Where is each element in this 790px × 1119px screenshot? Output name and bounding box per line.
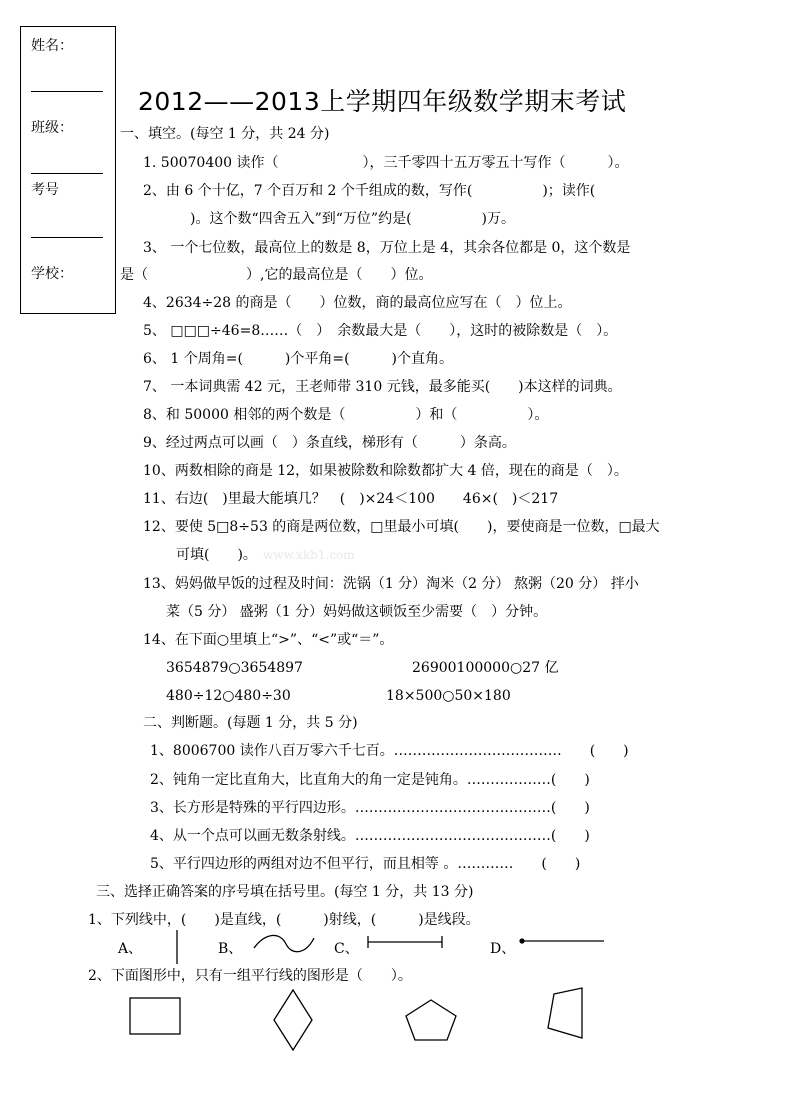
question-1-10: 10、两数相除的商是 12，如果被除数和除数都扩大 4 倍，现在的商是（ ）。 xyxy=(143,463,628,479)
curve-figure xyxy=(252,934,316,954)
name-blank-line xyxy=(31,91,103,92)
judge-item-4: 4、从一个点可以画无数条射线。……………………………………( ) xyxy=(150,828,590,844)
question-1-12-cont-text: 可填( )。 xyxy=(176,547,257,563)
question-1-13-cont: 菜（5 分） 盛粥（1 分）妈妈做这顿饭至少需要（ ）分钟。 xyxy=(166,604,548,620)
question-1-3: 3、 一个七位数，最高位上的数是 8，万位上是 4，其余各位都是 0，这个数是 xyxy=(143,240,631,256)
question-1-12: 12、要使 5□8÷53 的商是两位数，□里最小可填( )，要使商是一位数，□最大 xyxy=(143,519,660,535)
question-1-4: 4、2634÷28 的商是（ ）位数，商的最高位应写在（ ）位上。 xyxy=(143,295,572,311)
judge-item-5: 5、平行四边形的两组对边不但平行，而且相等 。………… ( ) xyxy=(150,856,581,872)
question-1-12-cont xyxy=(176,545,355,565)
compare-item-1: 3654879○3654897 xyxy=(166,660,303,676)
question-1-8: 8、和 50000 相邻的两个数是（ ）和（ ）。 xyxy=(143,407,549,423)
question-1-7: 7、 一本词典需 42 元，王老师带 310 元钱，最多能买( )本这样的词典。 xyxy=(143,379,622,395)
exam-title: 2012——2013上学期四年级数学期末考试 xyxy=(138,87,627,116)
watermark-text: www.xkb1.com xyxy=(262,548,355,562)
judge-item-2: 2、钝角一定比直角大，比直角大的角一定是钝角。………………( ) xyxy=(150,772,590,788)
section2-heading: 二、判断题。(每题 1 分，共 5 分) xyxy=(143,715,358,731)
question-1-1: 1. 50070400 读作（ ），三千零四十五万零五十写作（ ）。 xyxy=(143,155,629,171)
ray-figure xyxy=(518,934,606,948)
class-blank-line xyxy=(31,173,103,174)
option-c-label: C、 xyxy=(334,941,359,957)
question-1-2-cont: )。这个数“四舍五入”到“万位”约是( )万。 xyxy=(190,211,516,227)
judge-item-3: 3、长方形是特殊的平行四边形。……………………………………( ) xyxy=(150,800,590,816)
question-1-14: 14、在下面○里填上“>”、“<”或“＝”。 xyxy=(143,632,394,648)
pentagon-figure xyxy=(404,998,458,1042)
section1-heading: 一、填空。(每空 1 分，共 24 分) xyxy=(120,126,330,142)
question-1-2: 2、由 6 个十亿，7 个百万和 2 个千组成的数，写作( )；读作( xyxy=(143,183,596,199)
name-label: 姓名： xyxy=(31,38,73,54)
section3-heading: 三、选择正确答案的序号填在括号里。(每空 1 分，共 13 分) xyxy=(96,884,474,900)
choice-question-1: 1、下列线中，( )是直线，( )射线，( )是线段。 xyxy=(88,912,480,928)
question-1-5: 5、 □□□÷46=8……（ ） 余数最大是（ ），这时的被除数是（ ）。 xyxy=(143,323,618,339)
vertical-line-figure xyxy=(170,930,184,964)
rhombus-figure xyxy=(272,988,314,1052)
rectangle-figure xyxy=(128,996,182,1036)
judge-item-1: 1、8006700 读作八百万零六千七百。……………………………… ( ) xyxy=(150,743,629,759)
question-1-13: 13、妈妈做早饭的过程及时间：洗锅（1 分）淘米（2 分） 熬粥（20 分） 拌小 xyxy=(143,576,639,592)
id-label: 考号 xyxy=(31,182,59,198)
school-label: 学校： xyxy=(31,266,73,282)
option-a-label: A、 xyxy=(118,941,143,957)
question-1-11: 11、右边( )里最大能填几？ ( )×24＜100 46×( )＜217 xyxy=(143,491,559,507)
compare-item-3: 480÷12○480÷30 xyxy=(166,688,291,704)
class-label: 班级： xyxy=(31,120,73,136)
line-segment-figure xyxy=(366,934,444,950)
trapezoid-figure xyxy=(546,986,586,1040)
student-info-box xyxy=(20,26,116,314)
id-blank-line xyxy=(31,237,103,238)
option-d-label: D、 xyxy=(490,941,516,957)
question-1-6: 6、 1 个周角=( )个平角=( )个直角。 xyxy=(143,351,454,367)
option-b-label: B、 xyxy=(218,941,243,957)
question-1-3-cont: 是（ ）,它的最高位是（ ）位。 xyxy=(120,267,433,283)
compare-item-2: 26900100000○27 亿 xyxy=(412,660,559,676)
choice-question-2: 2、下面图形中，只有一组平行线的图形是（ ）。 xyxy=(88,968,412,984)
compare-item-4: 18×500○50×180 xyxy=(386,688,511,704)
question-1-9: 9、经过两点可以画（ ）条直线，梯形有（ ）条高。 xyxy=(143,435,516,451)
